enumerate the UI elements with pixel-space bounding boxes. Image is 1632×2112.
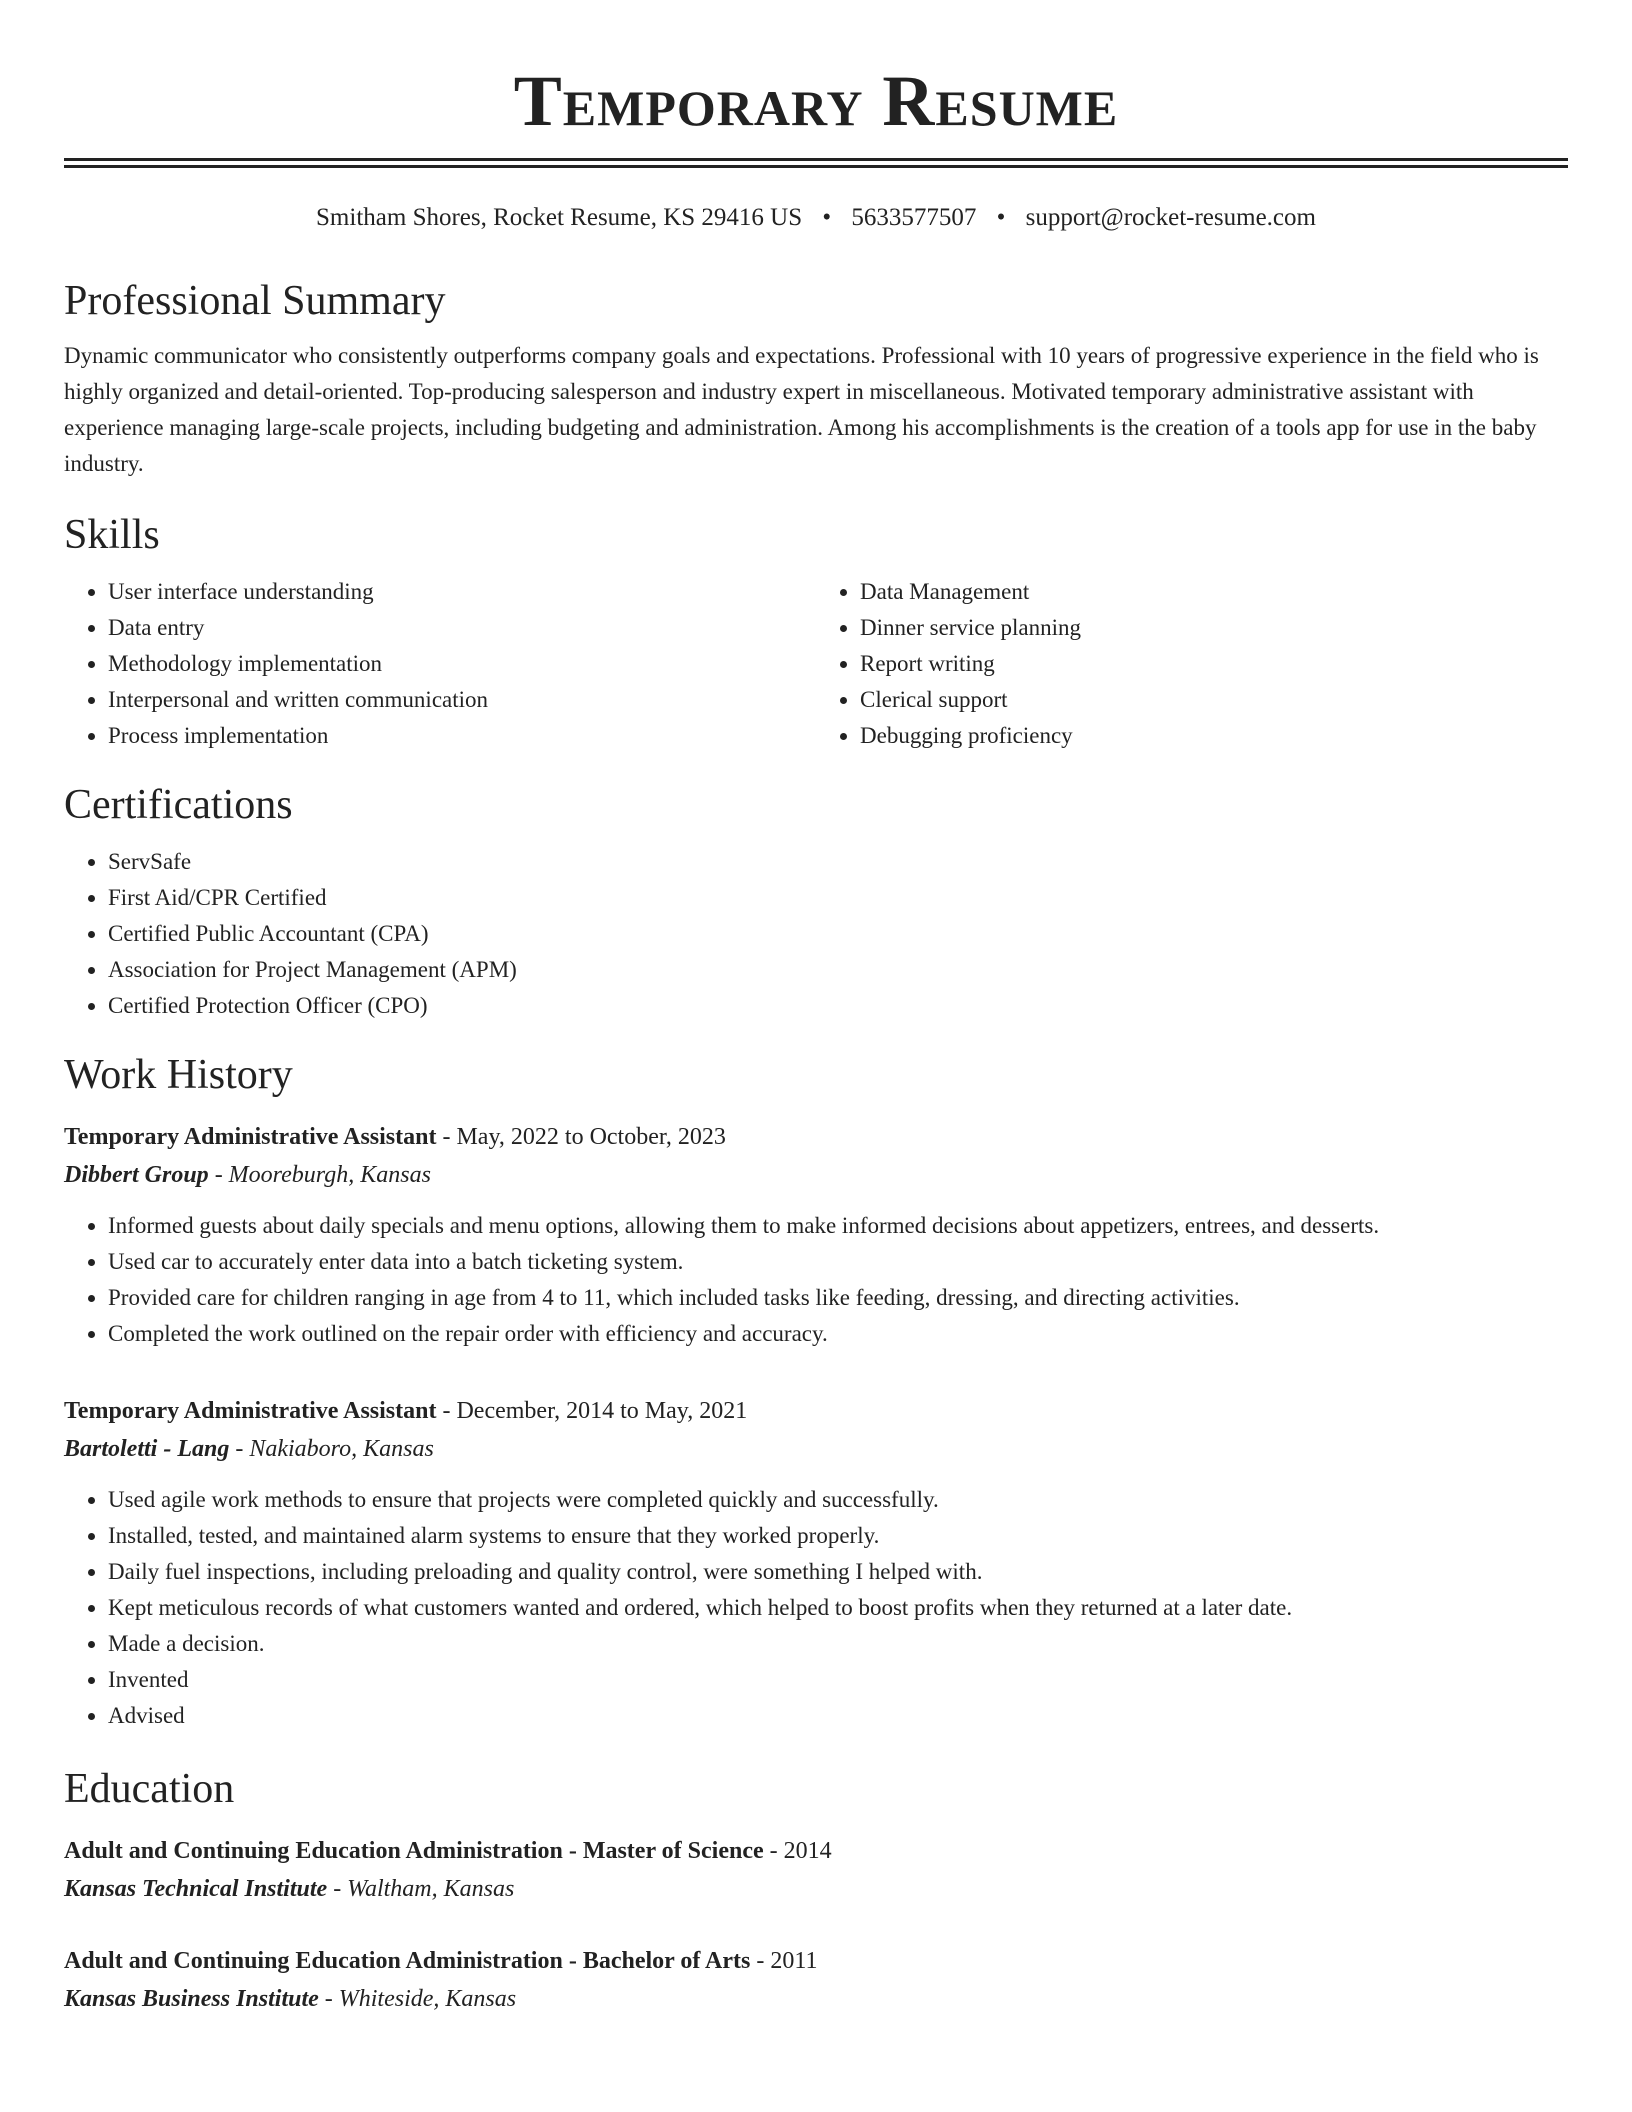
resume-title: Temporary Resume [513, 61, 1119, 141]
job-bullet: • Used car to accurately enter data into a batch ticketing system. [108, 1244, 1568, 1280]
skills-list-right [816, 574, 1568, 754]
skills-section [64, 510, 1568, 754]
education-school: Kansas Business Institute [64, 1986, 319, 2012]
job-location: - Mooreburgh, Kansas [208, 1162, 431, 1188]
skill-item: • Process implementation [108, 718, 816, 754]
job-dates: - December, 2014 to May, 2021 [436, 1398, 748, 1424]
job-bullet: • Daily fuel inspections, including preloading and quality control, were something I helped with. [108, 1554, 1568, 1590]
education-heading: Education [64, 1766, 235, 1812]
title-divider [64, 158, 1568, 168]
skill-item: • User interface understanding [108, 574, 816, 610]
education-location: - Whiteside, Kansas [318, 1986, 517, 2012]
job-bullet: • Provided care for children ranging in age from 4 to 11, which included tasks like feeding, dressing, and directing activities. [108, 1280, 1568, 1316]
skill-item: • Debugging proficiency [860, 718, 1568, 754]
education-school-line [64, 1980, 1568, 2018]
certification-item: • Certified Protection Officer (CPO) [108, 988, 1568, 1024]
job-location: - Nakiaboro, Kansas [229, 1436, 434, 1462]
education-entry [64, 1942, 1568, 2018]
education-section [64, 1764, 1568, 2018]
job-bullet: • Kept meticulous records of what customers wanted and ordered, which helped to boost profits when they returned at a later date. [108, 1590, 1568, 1626]
job-role: Temporary Administrative Assistant [64, 1124, 437, 1150]
summary-section [64, 276, 1568, 482]
job-entry [64, 1118, 1568, 1352]
skills-columns [64, 574, 1568, 754]
job-bullet: • Advised [108, 1698, 1568, 1734]
job-bullet: • Made a decision. [108, 1626, 1568, 1662]
skill-item: • Report writing [860, 646, 1568, 682]
job-bullet: • Installed, tested, and maintained alarm systems to ensure that they worked properly. [108, 1518, 1568, 1554]
job-bullet: • Used agile work methods to ensure that projects were completed quickly and successfully. [108, 1482, 1568, 1518]
certification-item: • First Aid/CPR Certified [108, 880, 1568, 916]
certifications-list [64, 844, 1568, 1024]
contact-line [64, 202, 1568, 234]
job-employer-line [64, 1430, 1568, 1468]
job-employer: Bartoletti - Lang [64, 1436, 230, 1462]
education-degree: Adult and Continuing Education Administration - Master of Science [64, 1838, 764, 1864]
skill-item: • Dinner service planning [860, 610, 1568, 646]
certification-item: • ServSafe [108, 844, 1568, 880]
work-history-heading: Work History [64, 1052, 293, 1098]
job-bullet: • Informed guests about daily specials and menu options, allowing them to make informed decisions about appetizers, entrees, and desserts. [108, 1208, 1568, 1244]
job-header [64, 1392, 1568, 1430]
certification-item: • Certified Public Accountant (CPA) [108, 916, 1568, 952]
skills-heading: Skills [64, 512, 160, 558]
skill-item: • Data entry [108, 610, 816, 646]
education-location: - Waltham, Kansas [327, 1876, 515, 1902]
skill-item: • Clerical support [860, 682, 1568, 718]
education-year: - 2011 [750, 1948, 818, 1974]
contact-email: support@rocket-resume.com [1025, 204, 1316, 231]
skill-item: • Data Management [860, 574, 1568, 610]
education-degree-line [64, 1832, 1568, 1870]
education-school-line [64, 1870, 1568, 1908]
job-bullets [64, 1208, 1568, 1352]
job-header [64, 1118, 1568, 1156]
job-bullets [64, 1482, 1568, 1734]
skill-item: • Interpersonal and written communication [108, 682, 816, 718]
education-degree: Adult and Continuing Education Administration - Bachelor of Arts [64, 1948, 751, 1974]
summary-heading: Professional Summary [64, 278, 446, 324]
education-school: Kansas Technical Institute [64, 1876, 328, 1902]
education-entry [64, 1832, 1568, 1908]
certifications-heading: Certifications [64, 782, 293, 828]
contact-address: Smitham Shores, Rocket Resume, KS 29416 US [316, 204, 803, 231]
job-employer: Dibbert Group [64, 1162, 209, 1188]
skills-list-left [64, 574, 816, 754]
job-bullet: • Completed the work outlined on the repair order with efficiency and accuracy. [108, 1316, 1568, 1352]
job-entry [64, 1392, 1568, 1734]
job-bullet: • Invented [108, 1662, 1568, 1698]
job-employer-line [64, 1156, 1568, 1194]
job-role: Temporary Administrative Assistant [64, 1398, 437, 1424]
contact-separator: • [822, 204, 832, 231]
contact-phone: 5633577507 [851, 204, 977, 231]
job-dates: - May, 2022 to October, 2023 [436, 1124, 726, 1150]
education-degree-line [64, 1942, 1568, 1980]
contact-separator: • [996, 204, 1006, 231]
summary-text: Dynamic communicator who consistently outperforms company goals and expectations. Professional with 10 years of progressive experience in the field who is highly organized and detail-oriented. Top-producing salesperson and industry expert in miscellaneous. Motivated temporary administrative assistant with experience managing large-scale projects, including budgeting and administration. Among his accomplishments is the creation of a tools app for use in the baby industry. [64, 343, 1539, 476]
certification-item: • Association for Project Management (APM) [108, 952, 1568, 988]
certifications-section [64, 780, 1568, 1024]
skill-item: • Methodology implementation [108, 646, 816, 682]
education-year: - 2014 [763, 1838, 832, 1864]
work-history-section [64, 1050, 1568, 1734]
